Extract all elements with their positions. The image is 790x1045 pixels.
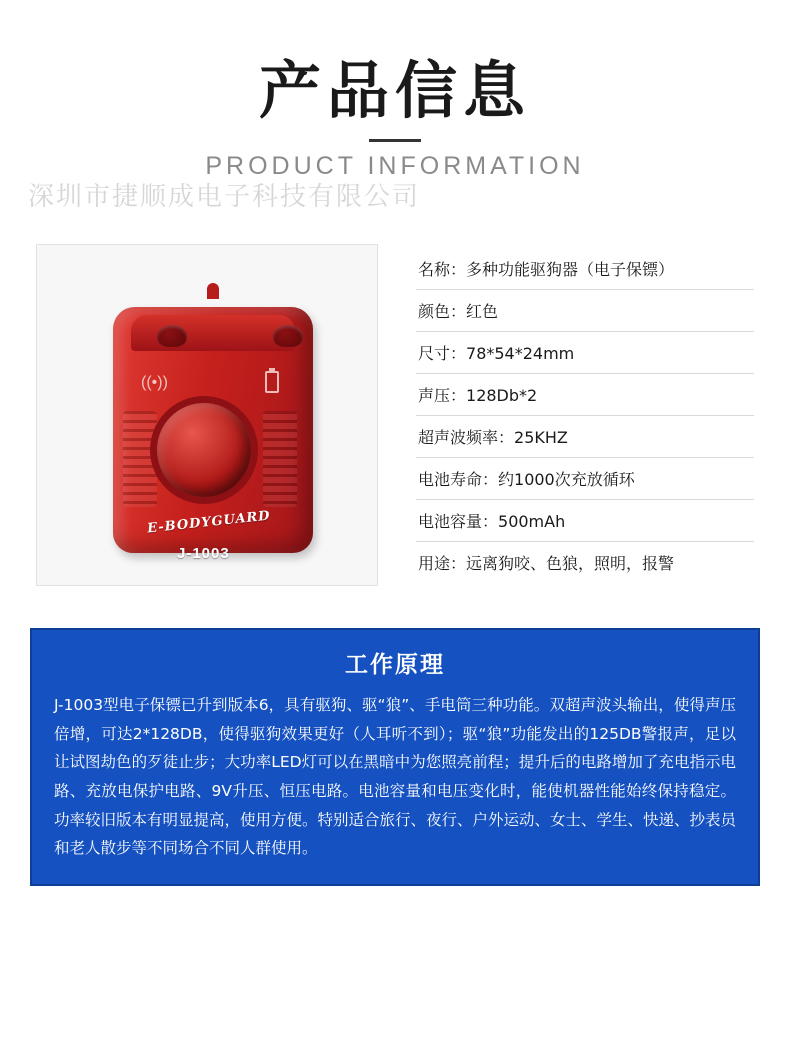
spec-label: 电池寿命： — [418, 470, 499, 489]
device-model-label: J-1003 — [177, 545, 230, 562]
product-content — [0, 240, 790, 590]
spec-value: 红色 — [466, 302, 499, 321]
spec-value: 128Db*2 — [466, 386, 538, 405]
spec-label: 尺寸： — [418, 344, 467, 363]
spec-label: 声压： — [418, 386, 467, 405]
device-body — [113, 307, 313, 562]
spec-value: 多种功能驱狗器（电子保镖） — [466, 260, 675, 279]
device-top-cap — [131, 315, 295, 351]
spec-value: 500mAh — [498, 512, 566, 531]
working-principle-title: 工作原理 — [345, 652, 445, 678]
spec-label: 用途： — [418, 554, 467, 573]
device-ribs-left — [123, 411, 157, 507]
spec-value: 78*54*24mm — [466, 344, 575, 363]
device-ribs-right — [263, 411, 297, 507]
spec-row — [416, 458, 754, 500]
spec-label: 超声波频率： — [418, 428, 515, 447]
spec-row — [416, 542, 754, 583]
spec-value: 远离狗咬、色狼，照明，报警 — [466, 554, 675, 573]
working-principle-body: J-1003型电子保镖已升到版本6，具有驱狗、驱“狼”、手电筒三种功能。双超声波头输出，使得声压倍增，可达2*128DB，使得驱狗效果更好（人耳听不到）；驱“狼”功能发出的125DB警报声，足以让试图劫色的歹徒止步；大功率LED灯可以在黑暗中为您照亮前程；提升后的电路增加了充电指示电路、充放电保护电路、9V升压、恒压电路。电池容量和电压变化时，能使机器性能始终保持稳定。功率较旧版本有明显提高，使用方便。特别适合旅行、夜行、户外运动、女士、学生、快递、抄表员和老人散步等不同场合不同人群使用。 — [54, 696, 737, 858]
spec-row — [416, 332, 754, 374]
spec-value: 约1000次充放循环 — [498, 470, 635, 489]
spec-value: 25KHZ — [514, 428, 568, 447]
page-header — [0, 0, 790, 181]
ultrasonic-emitter-left-icon — [157, 325, 187, 347]
spec-row — [416, 374, 754, 416]
battery-icon — [265, 371, 279, 393]
spec-label: 电池容量： — [418, 512, 499, 531]
working-principle-panel — [30, 628, 760, 886]
device-speaker-knob — [157, 403, 251, 497]
page-subtitle: PRODUCT INFORMATION — [205, 152, 585, 181]
spec-row — [416, 248, 754, 290]
device-illustration — [113, 283, 313, 562]
spec-label: 名称： — [418, 260, 467, 279]
spec-row — [416, 416, 754, 458]
spec-row — [416, 290, 754, 332]
wifi-icon: ((•)) — [141, 374, 168, 391]
spec-table — [416, 248, 754, 583]
ultrasonic-emitter-right-icon — [273, 325, 303, 347]
spec-label: 颜色： — [418, 302, 467, 321]
page-title: 产品信息 — [258, 54, 531, 127]
device-antenna — [207, 283, 219, 299]
device-brand-label: E-BODYGUARD — [146, 508, 272, 537]
product-photo — [36, 244, 378, 586]
title-divider — [369, 139, 421, 142]
spec-row — [416, 500, 754, 542]
watermark-top: 深圳市捷顺成电子科技有限公司 — [28, 182, 421, 212]
